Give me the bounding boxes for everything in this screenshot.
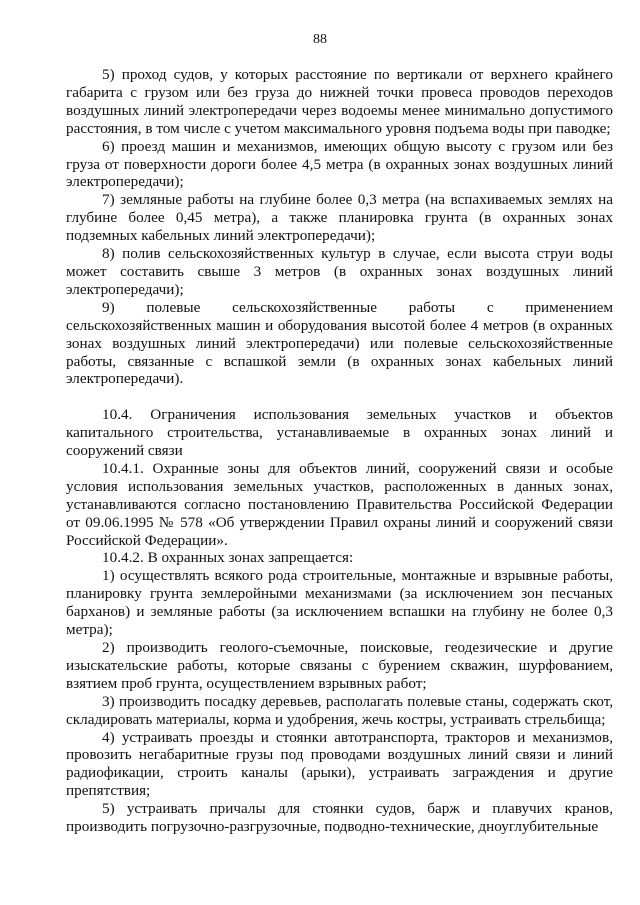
list-item-2: 2) производить геолого-съемочные, поисковые, геодезические и другие изыскательские работы, которые связаны с бурением скважин, шурфованием, взятием проб грунта, осуществлением взрывных работ; [66,638,613,692]
paragraph-10-4-1: 10.4.1. Охранные зоны для объектов линий, сооружений связи и особые условия использования земельных участков, расположенных в данных зонах, устанавливаются согласно постановлению Правительства Российской Федерации от 09.06.1995 № 578 «Об утверждении Правил охраны линий и сооружений связи Российской Федерации». [66,459,613,549]
section-heading-10-4: 10.4. Ограничения использования земельных участков и объектов капитального строительства, устанавливаемые в охранных зонах линий и сооружений связи [66,406,613,460]
paragraph-item-6: 6) проезд машин и механизмов, имеющих общую высоту с грузом или без груза от поверхности дороги более 4,5 метра (в охранных зонах воздушных линий электропередачи); [66,137,613,191]
list-item-4: 4) устраивать проезды и стоянки автотранспорта, тракторов и механизмов, провозить негабаритные грузы под проводами воздушных линий связи и линий радиофикации, строить каналы (арыки), устраивать заграждения и другие препятствия; [66,728,613,800]
list-item-3: 3) производить посадку деревьев, располагать полевые станы, содержать скот, складировать материалы, корма и удобрения, жечь костры, устраивать стрельбища; [66,692,613,728]
paragraph-item-7: 7) земляные работы на глубине более 0,3 метра (на вспахиваемых землях на глубине более 0,45 метра), а также планировка грунта (в охранных зонах подземных кабельных линий электропередачи); [66,191,613,245]
list-item-1: 1) осуществлять всякого рода строительные, монтажные и взрывные работы, планировку грунта землеройными механизмами (за исключением зон песчаных барханов) и земляные работы (за исключением вспашки на глубину не более 0,3 метра); [66,567,613,639]
paragraph-item-5: 5) проход судов, у которых расстояние по вертикали от верхнего крайнего габарита с грузом или без груза до нижней точки провеса проводов переходов воздушных линий электропередачи через водоемы менее минимально допустимого расстояния, в том числе с учетом максимального уровня подъема воды при паводке; [66,66,613,137]
document-body [66,66,613,836]
page-number: 88 [313,32,327,47]
paragraph-item-8: 8) полив сельскохозяйственных культур в случае, если высота струи воды может составить свыше 3 метров (в охранных зонах воздушных линий электропередачи); [66,245,613,298]
list-item-5: 5) устраивать причалы для стоянки судов, барж и плавучих кранов, производить погрузочно-разгрузочные, подводно-технические, дноуглубительные [66,800,613,836]
paragraph-item-9: 9) полевые сельскохозяйственные работы с применением сельскохозяйственных машин и оборудования высотой более 4 метров (в охранных зонах воздушных линий электропередачи) или полевые сельскохозяйственные работы, связанные с вспашкой земли (в охранных зонах кабельных линий электропередачи). [66,298,613,388]
paragraph-10-4-2: 10.4.2. В охранных зонах запрещается: [102,549,354,567]
